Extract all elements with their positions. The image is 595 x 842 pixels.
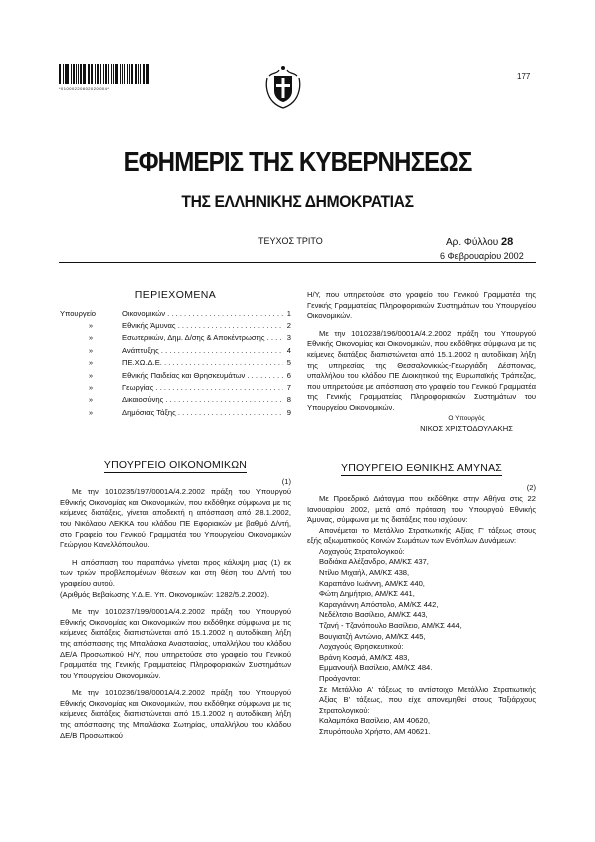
barcode-bar xyxy=(138,64,139,84)
toc-section: » xyxy=(88,383,94,393)
list-line: Λοχαγούς Στρατολογικού: xyxy=(319,546,405,556)
barcode-bar xyxy=(127,64,128,84)
barcode-bar xyxy=(146,64,147,84)
list-line: Λοχαγούς Θρησκευτικού: xyxy=(319,642,404,652)
barcode-bar xyxy=(76,64,77,84)
toc-entry: Γεωργίας . . . xyxy=(122,382,283,394)
barcode-bar xyxy=(124,64,126,84)
toc-item xyxy=(60,345,291,357)
toc-item xyxy=(60,394,291,406)
left-column-body xyxy=(60,460,291,741)
barcode-number: *01000220602020004* xyxy=(59,86,110,91)
decision-paragraph: Με την 1010237/199/0001Α/4.2.2002 πράξη του Υπουργού Εθνικής Οικονομίας και Οικονομικών που εκδόθηκε σύμφωνα με τις κείμενες διατάξεις διαπιστώνεται από 15.1.2002 η αυτοδίκαιη λήξη της απόσπασης της Μπαλάσκα Αναστασίας, υπαλλήλου του κλάδου ΔΕ/Α Προσωπικού Η/Υ, που υπηρετούσε στο γραφείο του Γενικού Γραμματέα της Γενικής Γραμματείας Πληροφοριακών Συστημάτων του Υπουργείου Οικονομικών. xyxy=(60,607,291,680)
barcode-bar xyxy=(63,64,64,84)
barcode-bar xyxy=(131,64,133,84)
barcode-bar xyxy=(89,64,90,84)
barcode-bar xyxy=(103,64,104,84)
barcode-bar xyxy=(88,64,89,84)
toc-page: 1 xyxy=(286,308,291,318)
toc-page: 8 xyxy=(286,395,291,405)
decision-paragraph: Η απόσπαση του παραπάνω γίνεται προς κάλυψη μιας (1) εκ των τριών προβλεπομένων θέσεων και στη θέση του Δ/ντή του γραφείου αυτού. xyxy=(60,557,291,588)
toc-entry: Δημόσιας Τάξης . . . xyxy=(122,407,283,419)
verification-note: (Αριθμός Βεβαίωσης Υ.Δ.Ε. Υπ. Οικονομικών: 1282/5.2.2002). xyxy=(60,589,270,599)
list-line: Σε Μετάλλιο Α' τάξεως το αντίστοιχο Μετάλλιο Στρατιωτικής Αξίας Β' τάξεως, που είχε απονεμηθεί στους Ταξιάρχους Στρατολογικού: xyxy=(319,684,536,715)
toc-page: 5 xyxy=(286,358,291,368)
toc-section: » xyxy=(88,321,94,330)
barcode-bar xyxy=(80,64,82,84)
barcode-bar xyxy=(111,64,113,84)
decree-paragraph: Με Προεδρικό Διάταγμα που εκδόθηκε στην Αθήνα στις 22 Ιανουαρίου 2002, μετά από πρόταση του Υπουργού Εθνικής Άμυνας, σύμφωνα με τις διατάξεις που ισχύουν: xyxy=(307,493,536,525)
signature-role: Ο Υπουργός xyxy=(448,414,485,422)
toc-entry: Δικαιοσύνης . . . xyxy=(122,394,283,406)
barcode-bar xyxy=(115,64,118,84)
barcode-bar xyxy=(97,64,100,84)
signature-name: ΝΙΚΟΣ ΧΡΙΣΤΟΔΟΥΛΑΚΗΣ xyxy=(420,424,513,434)
toc-page: 7 xyxy=(286,383,291,393)
barcode-bar xyxy=(140,64,141,84)
list-line: Βράνη Κοσμά, ΑΜ/ΚΣ 483, xyxy=(319,652,410,662)
gazette-subtitle: ΤΗΣ ΕΛΛΗΝΙΚΗΣ ΔΗΜΟΚΡΑΤΙΑΣ xyxy=(181,192,414,211)
barcode-bar xyxy=(129,64,130,84)
barcode-bar xyxy=(135,64,138,84)
barcode-bar xyxy=(95,64,96,84)
list-line: Σπυρόπουλο Χρήστο, ΑΜ 40621. xyxy=(319,726,431,736)
barcode-bar xyxy=(122,64,123,84)
greek-coat-of-arms-icon xyxy=(263,64,303,110)
barcode xyxy=(59,62,151,84)
gazette-title: ΕΦΗΜΕΡΙΣ ΤΗΣ ΚΥΒΕΡΝΗΣΕΩΣ xyxy=(123,146,472,177)
issue-number-label: Αρ. Φύλλου xyxy=(446,237,499,248)
issue-number xyxy=(446,236,513,248)
decision-paragraph: Με την 1010238/196/0001Α/4.2.2002 πράξη του Υπουργού Εθνικής Οικονομίας και Οικονομικών, που εκδόθηκε σύμφωνα με τις κείμενες διατάξεις διαπιστώνεται από 15.1.2002 η αυτοδίκαιη λήξη της υπηρεσίας της Θεσσαλονικιώς-Γεωργιάδη Δέσποινας, υπαλλήλου του κλάδου ΠΕ Διοικητικού της Ευρωπαϊκής Τράπεζας, που υπηρετούσε με απόσπαση στο γραφείο του Γενικού Γραμματέα της Γενικής Γραμματείας Πληροφοριακών Συστημάτων του Υπουργείου Οικονομικών. xyxy=(307,328,536,412)
toc-section: Υπουργείο xyxy=(60,308,96,318)
decision-paragraph: Με την 1010235/197/0001Α/4.2.2002 πράξη του Υπουργού Εθνικής Οικονομίας και Οικονομικών, που εκδόθηκε σύμφωνα με τις κείμενες διατάξεις, γίνεται αποδεκτή η απόσπαση από 28.1.2002, του Νικόλαου ΛΕΚΚΑ του κλάδου ΠΕ Εφοριακών με βαθμό Δ/ντή, στο Γραφείο του Γενικού Γραμματέα του Υπουργείου Οικονομικών Γεώργιου Κανελλόπουλου. xyxy=(60,487,291,550)
page-number: 177 xyxy=(517,72,531,81)
barcode-bar xyxy=(71,64,72,84)
barcode-bar xyxy=(91,64,93,84)
barcode-bar xyxy=(105,64,107,84)
barcode-bar xyxy=(120,64,121,84)
table-of-contents xyxy=(60,290,291,419)
toc-entry: Ανάπτυξης . . . xyxy=(122,345,283,357)
toc-entry: Εσωτερικών, Δημ. Δ/σης & Αποκέντρωσης . . . xyxy=(122,332,283,344)
list-line: Νεδέλτσιο Βασίλειο, ΑΜ/ΚΣ 443, xyxy=(319,610,428,620)
decision-paragraph: Με την 1010236/198/0001Α/4.2.2002 πράξη του Υπουργού Εθνικής Οικονομίας και Οικονομικών, που εκδόθηκε σύμφωνα με τις κείμενες διατάξεις διαπιστώνεται από 15.1.2002 η αυτοδίκαιη λήξη της απόσπασης της Μπαλάσκα Σωτηρίας, υπαλλήλου του κλάδου ΔΕ/Β Προσωπικού xyxy=(60,688,291,740)
toc-item xyxy=(60,308,291,320)
toc-item xyxy=(60,407,291,419)
toc-page: 3 xyxy=(286,333,291,343)
toc-item xyxy=(60,320,291,332)
barcode-bar xyxy=(59,64,61,84)
barcode-bar xyxy=(108,64,109,84)
right-column-body xyxy=(307,290,536,738)
toc-section: » xyxy=(88,345,94,355)
list-line: Βουγιατζή Αντώνιο, ΑΜ/ΚΣ 445, xyxy=(319,631,426,641)
ministry-heading-defence: ΥΠΟΥΡΓΕΙΟ ΕΘΝΙΚΗΣ ΑΜΥΝΑΣ xyxy=(341,461,502,474)
toc-item xyxy=(60,382,291,394)
toc-page: 4 xyxy=(286,345,291,355)
barcode-bar xyxy=(100,64,101,84)
toc-entry: Εθνικής Άμυνας . . . xyxy=(122,320,283,332)
list-line: Εμμανουήλ Βασίλειο, ΑΜ/ΚΣ 484. xyxy=(319,663,433,673)
toc-heading: ΠΕΡΙΕΧΟΜΕΝΑ xyxy=(134,289,217,301)
list-line: Τζανή - Τζανόπουλο Βασίλειο, ΑΜ/ΚΣ 444, xyxy=(319,621,462,631)
barcode-bar xyxy=(66,64,69,84)
honoree-list xyxy=(307,547,536,738)
decision-paragraph: Η/Υ, που υπηρετούσε στο γραφείο του Γενικού Γραμματέα της Γενικής Γραμματείας Πληροφοριακών Συστημάτων του Υπουργείου Οικονομικών. xyxy=(307,290,536,321)
toc-item xyxy=(60,332,291,344)
toc-list xyxy=(60,308,291,420)
toc-section: » xyxy=(88,333,94,343)
barcode-bar xyxy=(147,64,149,84)
toc-section: » xyxy=(88,395,94,405)
barcode-bar xyxy=(113,64,114,84)
decree-paragraph: Απονέμεται το Μετάλλιο Στρατιωτικής Αξίας Γ' τάξεως στους εξής αξιωματικούς Κοινών Σωμάτων των Ενόπλων Δυνάμεων: xyxy=(307,525,536,546)
barcode-bar xyxy=(73,64,75,84)
list-line: Καραγιάννη Απόστολο, ΑΜ/ΚΣ 442, xyxy=(319,599,439,609)
barcode-bar xyxy=(83,64,86,84)
decision-number-2: (2) xyxy=(526,483,536,493)
toc-entry: ΠΕ.ΧΩ.Δ.Ε. . . . xyxy=(122,357,283,369)
list-line: Καραπάνο Ιωάννη, ΑΜ/ΚΣ 440, xyxy=(319,578,425,588)
list-line: Προάγονται: xyxy=(319,674,361,683)
toc-entry: Οικονομικών . . . xyxy=(122,308,283,320)
list-line: Ντίλιο Μιχαήλ, ΑΜ/ΚΣ 438, xyxy=(319,568,410,578)
ministry-heading-finance: ΥΠΟΥΡΓΕΙΟ ΟΙΚΟΝΟΜΙΚΩΝ xyxy=(103,459,248,471)
barcode-bar xyxy=(78,64,79,84)
header-rule xyxy=(59,262,536,263)
issue-type: ΤΕΥΧΟΣ ΤΡΙΤΟ xyxy=(258,236,323,246)
list-line: Βαδιάκα Αλέξανδρο, ΑΜ/ΚΣ 437, xyxy=(319,557,429,567)
barcode-bar xyxy=(143,64,145,84)
toc-section: » xyxy=(88,407,94,417)
toc-item xyxy=(60,357,291,369)
issue-number-value: 28 xyxy=(501,236,514,248)
toc-section: » xyxy=(88,358,94,368)
decision-number-1: (1) xyxy=(281,476,291,486)
toc-entry: Εθνικής Παιδείας και Θρησκευμάτων . . . xyxy=(122,370,283,382)
toc-page: 6 xyxy=(286,370,291,380)
toc-section: » xyxy=(88,370,94,380)
barcode-bar xyxy=(65,64,66,84)
toc-item xyxy=(60,370,291,382)
toc-page: 2 xyxy=(286,321,291,330)
issue-date: 6 Φεβρουαρίου 2002 xyxy=(440,251,524,261)
list-line: Καλαμπόκα Βασίλειο, ΑΜ 40620, xyxy=(319,716,430,726)
list-line: Φώτη Δημήτριο, ΑΜ/ΚΣ 441, xyxy=(319,589,415,599)
toc-page: 9 xyxy=(286,407,291,417)
